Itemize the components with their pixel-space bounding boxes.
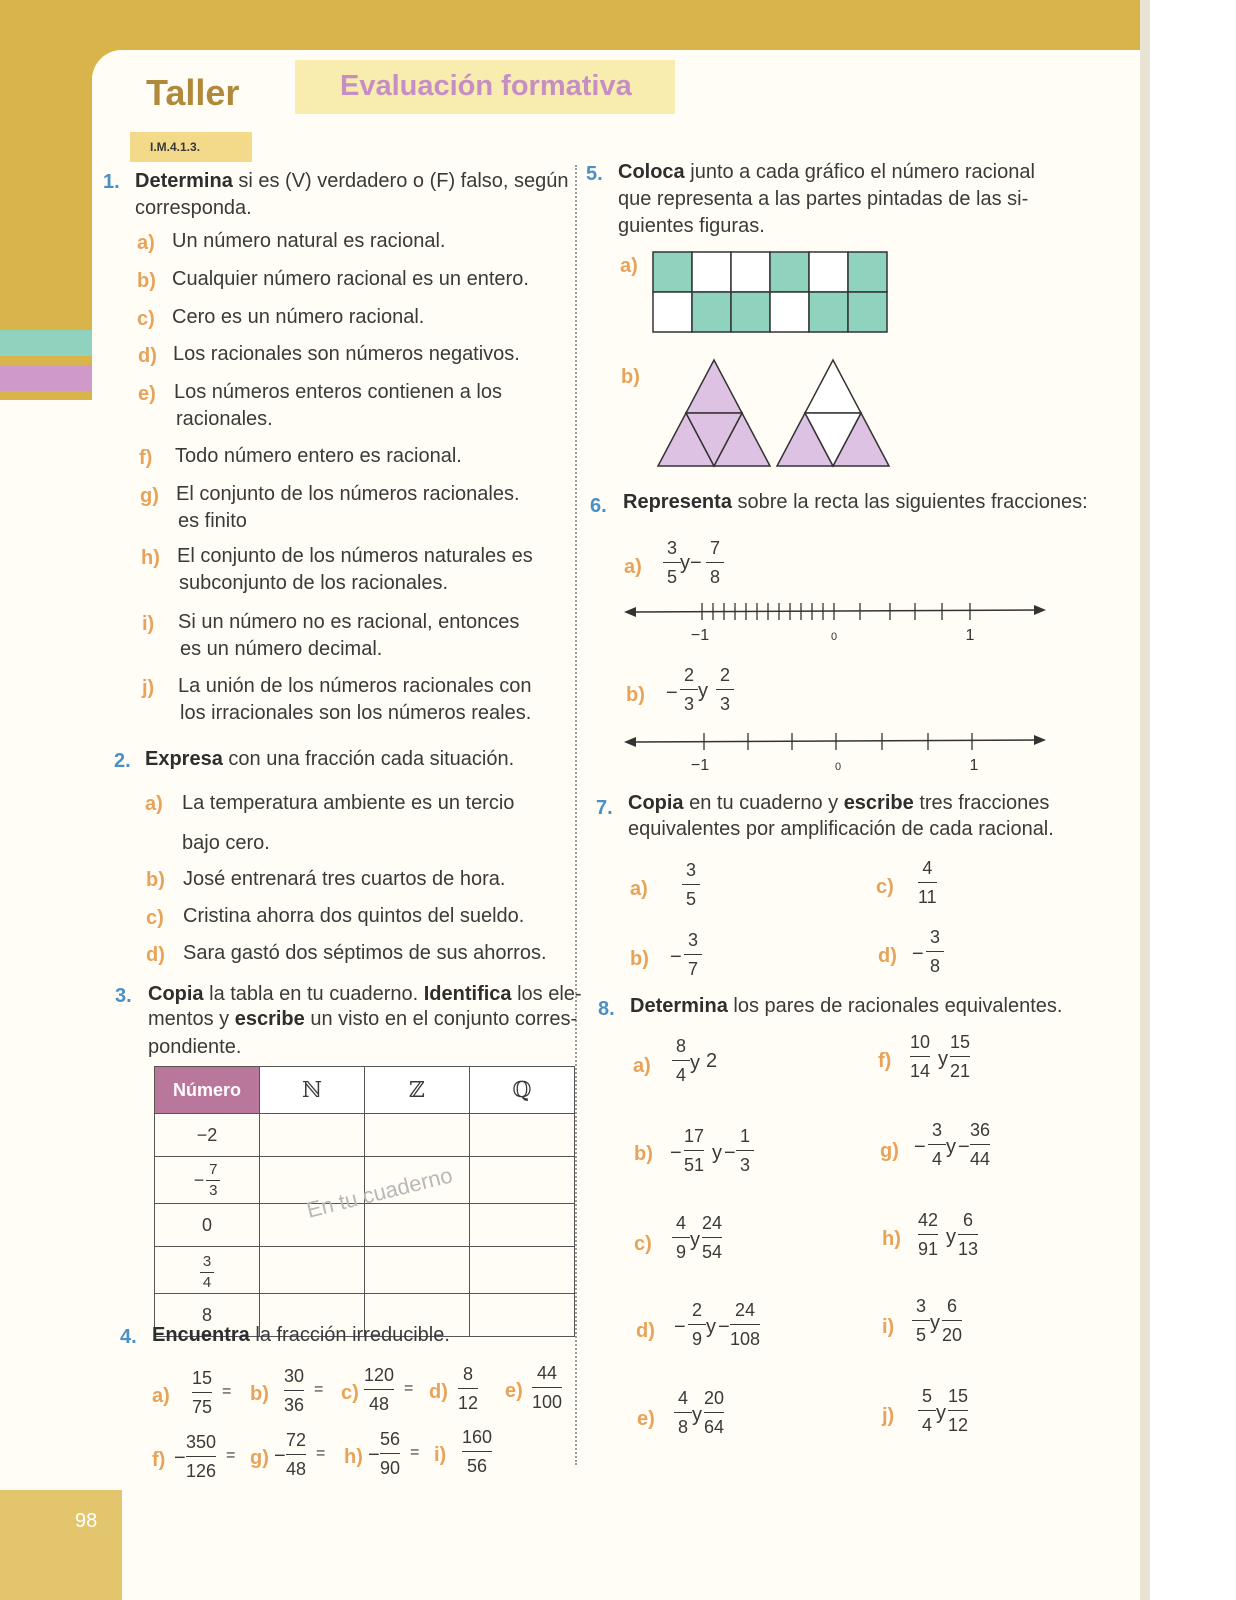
check-cell[interactable] [470,1204,575,1247]
q8-fraction-a-4: 4 9 [672,1213,690,1262]
indicator-code: I.M.4.1.3. [150,140,201,154]
q1-item-7: El conjunto de los números naturales es [177,545,533,567]
q8-fraction-a-7: 3 5 [912,1296,930,1345]
item-letter: j) [142,677,155,699]
item-letter: a) [152,1385,170,1407]
number-cell: 0 [155,1204,260,1247]
page-number: 98 [75,1510,98,1532]
q4-fraction-8: 160 56 [462,1427,493,1476]
q7-fraction-1: 4 11 [918,858,937,907]
section-label: Taller [146,72,240,113]
column-divider [575,165,577,1465]
item-letter: d) [878,945,897,967]
q1-item-9-cont: los irracionales son los números reales. [180,702,532,724]
item-letter: d) [138,345,157,367]
item-letter: d) [429,1381,448,1403]
triangle-part [805,360,861,413]
item-letter: a) [633,1055,651,1077]
number-cell [155,1247,260,1294]
header-naturals: ℕ [260,1067,365,1114]
item-letter: f) [152,1449,166,1471]
q4-fraction-1: 30 36 [284,1366,305,1415]
grid-cell [731,252,770,292]
q2-instruction: Expresa con una fracción cada situación. [145,748,515,770]
q4-fraction-6: 72 48 [286,1430,307,1479]
check-cell[interactable] [365,1204,470,1247]
q1-item-8: Si un número no es racional, entonces [178,611,520,633]
item-letter: c) [137,308,155,330]
q1-item-6: El conjunto de los números racionales. [176,483,520,505]
header-integers: ℤ [365,1067,470,1114]
check-cell[interactable] [260,1247,365,1294]
arrow-right [1034,735,1046,745]
item-letter: i) [142,613,155,635]
item-letter: e) [505,1380,523,1402]
item-letter: b) [630,948,649,970]
grid-cell [692,292,731,332]
check-cell[interactable] [260,1114,365,1157]
axis-line [630,610,1040,612]
q6-number: 6. [590,495,607,517]
item-letter: a) [630,878,648,900]
item-letter: h) [141,547,160,569]
pink-tab-strip [0,365,92,391]
q8-fraction-b-6: 24 108 [730,1300,761,1349]
q7-fraction-2: 3 7 [684,930,702,979]
fraction-grid-figure [652,251,892,335]
q1-number: 1. [103,171,120,193]
q3-instruction: Copia la tabla en tu cuaderno. Identifica los ele- [148,983,582,1005]
number-line-b [620,728,1050,778]
fraction: 7 3 [206,1162,220,1199]
tick-label: 0 [830,631,838,643]
q3-number: 3. [115,985,132,1007]
grid-cell [770,292,809,332]
q8-number: 8. [598,998,615,1020]
q1-item-7-cont: subconjunto de los racionales. [179,572,449,594]
q8-instruction: Determina los pares de racionales equivalentes. [630,995,1063,1017]
triangle-part [686,360,742,413]
q8-fraction-a-2: 17 51 [684,1126,705,1175]
grid-cell [809,292,848,332]
item-letter: h) [344,1446,363,1468]
number-line-a [620,598,1050,648]
q1-instruction-cont: corresponda. [135,197,252,219]
grid-cell [653,252,692,292]
item-letter: g) [880,1140,899,1162]
item-letter: e) [138,383,156,405]
q7-fraction-3: 3 8 [926,927,944,976]
item-letter: f) [878,1050,892,1072]
item-letter: g) [140,485,159,507]
item-letter: a) [137,232,155,254]
q8-fraction-a-5: 42 91 [918,1210,939,1259]
number-cell: 8 [155,1294,260,1337]
triangles-figure [655,358,895,470]
q5-instruction: Coloca junto a cada gráfico el número racional [618,161,1035,183]
item-letter: c) [876,876,894,898]
header-rationals: ℚ [470,1067,575,1114]
item-letter: g) [250,1447,269,1469]
item-letter: b) [250,1383,269,1405]
q8-fraction-a-1: 10 14 [910,1032,931,1081]
q4-fraction-2: 120 48 [364,1365,395,1414]
tick-label: 0 [834,761,842,773]
q1-item-0: Un número natural es racional. [172,230,446,252]
q8-fraction-b-5: 6 13 [958,1210,979,1259]
table-row [155,1114,575,1157]
textbook-page: Taller Evaluación formativa I.M.4.1.3. 98 1. Determina si es (V) verdadero o (F) falso, según corresponda. 2. Expresa con una fracción cada situación. a) La temperatura ambiente es un tercio bajo cero. b) José entrenará tres cuartos de hora. c) Cristina ahorra dos quintos del sueldo. d) Sara gastó dos séptimos de sus ahorros. 3. Copia la tabla en tu cuaderno. Identifica los ele- mentos y escribe un visto en el conjunto corres- pondiente. Número ℕ ℤ ℚ −2 − 7 3 0 3 4 8 En tu cuaderno 4. Encuentra la fracción irreducible. 5. Coloca junto a cada gráfico el número racional que representa a las partes pintadas de las si- guientes figuras. a) b) 6. Representa sobre la recta las siguientes fracciones: a) 3 5 y− 7 8 −1 0 1 b) − 2 3 y 2 3 −1 0 1 7. Copia en tu cuaderno y escribe tres fracciones equivalentes por amplificación de cada racional. 8. Determina los pares de racionales equivalentes. a) Un número natural es racional. b) Cualquier número racional es un entero. c) Cero es un número racional. d) Los racionales son números negativos. e) Los números enteros contienen a los racionales. f) Todo número entero es racional. g) El conjunto de los números racionales. es finito h) El conjunto de los números naturales es subconjunto de los racionales. i) Si un número no es racional, entonces es un número decimal. j) La unión de los números racionales con los irracionales son los números reales. a) 15 75 = b) 30 36 = c) 120 48 = d) 8 12 e) 44 100 f) − 350 126 = g) − 72 48 = h) − 56 90 = i) 160 56 a) 3 5 c) 4 11 b) − 3 7 d) − 3 8 a) 8 4 y 2 f) 10 14 y 15 21 b) − 17 51 y − 1 3 g) − 3 4 y − 36 44 c) 4 9 y 24 54 h) 42 91 y 6 13 d) − 2 9 y − 24 108 i) 3 5 y 6 20 e) 4 8 y 20 64 j) 5 4 y 15 12 [0,0,1236,1600]
q1-item-3: Los racionales son números negativos. [173,343,520,365]
grid-cell [653,292,692,332]
page-number-box [0,1490,122,1600]
page-edge [1150,0,1236,1600]
q4-instruction: Encuentra la fracción irreducible. [152,1324,450,1346]
item-letter: e) [637,1408,655,1430]
item-letter: j) [882,1405,895,1427]
q1-item-9: La unión de los números racionales con [178,675,532,697]
q4-fraction-5: 350 126 [186,1432,217,1481]
q1-item-2: Cero es un número racional. [172,306,425,328]
q1-item-5: Todo número entero es racional. [175,445,462,467]
watermark: En tu cuaderno [304,1162,455,1223]
fraction: 3 4 [200,1254,214,1291]
check-cell[interactable] [365,1247,470,1294]
header-numero: Número [155,1067,260,1114]
q2-item-c: Cristina ahorra dos quintos del sueldo. [183,905,525,927]
q1-item-6-cont: es finito [178,510,247,532]
q8-fraction-b-4: 24 54 [702,1213,723,1262]
check-cell[interactable] [470,1294,575,1337]
q8-fraction-b-9: 15 12 [948,1386,969,1435]
q8-fraction-b-3: 36 44 [970,1120,991,1169]
q4-number: 4. [120,1326,137,1348]
grid-cell [848,292,887,332]
q2-item-d: Sara gastó dos séptimos de sus ahorros. [183,942,547,964]
grid-cell [731,292,770,332]
item-letter: b) [634,1143,653,1165]
arrow-left [624,607,636,617]
item-letter: c) [341,1382,359,1404]
q4-fraction-7: 56 90 [380,1429,401,1478]
tick-label: −1 [690,757,710,774]
q7-fraction-0: 3 5 [682,860,700,909]
check-cell[interactable] [470,1157,575,1204]
q8-fraction-b-8: 20 64 [704,1388,725,1437]
q6-instruction: Representa sobre la recta las siguientes fracciones: [623,491,1088,513]
q4-fraction-4: 44 100 [532,1363,563,1412]
q8-fraction-b-1: 15 21 [950,1032,971,1081]
grid-cell [848,252,887,292]
tick-label: 1 [969,757,979,774]
q4-fraction-0: 15 75 [192,1368,213,1417]
axis-line [630,740,1040,742]
number-cell: − 7 3 [155,1157,260,1204]
check-cell[interactable] [470,1247,575,1294]
page-title: Evaluación formativa [340,70,632,102]
arrow-right [1034,605,1046,615]
check-cell[interactable] [365,1114,470,1157]
q7-number: 7. [596,797,613,819]
q1-item-4-cont: racionales. [176,408,273,430]
q1-item-8-cont: es un número decimal. [180,638,383,660]
q8-fraction-a-8: 4 8 [674,1388,692,1437]
item-letter: i) [882,1316,895,1338]
item-letter: i) [434,1444,447,1466]
q7-instruction: Copia en tu cuaderno y escribe tres fracciones [628,792,1050,814]
grid-cell [770,252,809,292]
q8-fraction-b-7: 6 20 [942,1296,963,1345]
q1-item-4: Los números enteros contienen a los [174,381,502,403]
q2-item-a: La temperatura ambiente es un tercio [182,792,515,814]
q2-item-b: José entrenará tres cuartos de hora. [183,868,506,890]
q8-fraction-b-2: 1 3 [736,1126,754,1175]
q8-fraction-a-6: 2 9 [688,1300,706,1349]
q2-number: 2. [114,750,131,772]
item-letter: b) [137,270,156,292]
item-letter: d) [636,1320,655,1342]
item-letter: f) [139,447,153,469]
grid-cell [809,252,848,292]
table-row [155,1247,575,1294]
q1-instruction: Determina si es (V) verdadero o (F) falso, según [135,170,569,192]
arrow-left [624,737,636,747]
tick-label: −1 [690,627,710,644]
tick-label: 1 [965,627,975,644]
grid-cell [692,252,731,292]
q8-fraction-a-0: 8 4 [672,1036,690,1085]
q8-fraction-a-9: 5 4 [918,1386,936,1435]
number-cell: −2 [155,1114,260,1157]
q4-fraction-3: 8 12 [458,1364,479,1413]
item-letter: c) [634,1233,652,1255]
q1-item-1: Cualquier número racional es un entero. [172,268,529,290]
check-cell[interactable] [470,1114,575,1157]
item-letter: h) [882,1228,901,1250]
green-tab-strip [0,330,92,356]
q8-fraction-a-3: 3 4 [928,1120,946,1169]
q5-number: 5. [586,163,603,185]
